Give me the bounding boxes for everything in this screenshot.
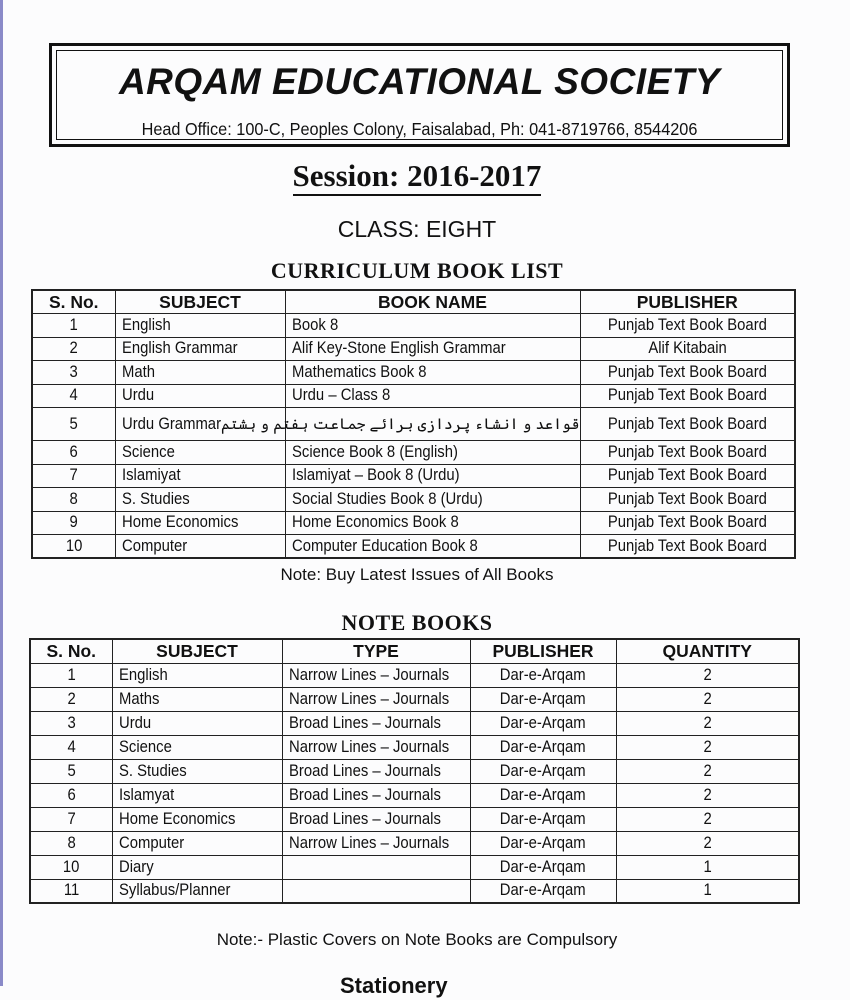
cell-book-name: Home Economics Book 8 [285,511,580,535]
cell-sno: 10 [30,855,112,879]
cell-sno: 9 [32,511,115,535]
cell-subject: S. Studies [115,488,285,512]
cell-book-name: Social Studies Book 8 (Urdu) [285,488,580,512]
cell-publisher: Punjab Text Book Board [580,408,795,441]
table-row [30,783,799,807]
scan-edge [0,0,3,986]
letterhead-inner-border [56,50,783,140]
stationery-title: Stationery [340,973,448,998]
col-header-publisher: PUBLISHER [470,639,616,663]
cell-publisher: Dar-e-Arqam [470,879,616,903]
cell-quantity: 1 [616,879,799,903]
table-row [32,488,795,512]
notebooks-table [29,638,800,904]
cell-book-name-urdu: قواعد و انشاء پردازی برائے جماعت ہفتم و ہشتم [285,408,580,441]
table-header-row [30,639,799,663]
notebooks-title: NOTE BOOKS [341,610,493,635]
cell-quantity: 2 [616,759,799,783]
cell-type: Narrow Lines – Journals [282,735,470,759]
cell-book-name: Islamiyat – Book 8 (Urdu) [285,464,580,488]
table-row [30,831,799,855]
cell-subject: Urdu [112,711,282,735]
cell-publisher: Dar-e-Arqam [470,711,616,735]
cell-publisher: Punjab Text Book Board [580,488,795,512]
table-header-row [32,290,795,314]
cell-subject: Diary [112,855,282,879]
cell-subject: Islamiyat [115,464,285,488]
cell-sno: 5 [32,408,115,441]
col-header-type: TYPE [282,639,470,663]
cell-sno: 4 [32,384,115,408]
col-header-subject: SUBJECT [112,639,282,663]
cell-book-name: Urdu – Class 8 [285,384,580,408]
cell-subject: Urdu [115,384,285,408]
cell-sno: 8 [30,831,112,855]
cell-sno: 1 [32,314,115,338]
table-row [32,441,795,465]
cell-publisher: Dar-e-Arqam [470,831,616,855]
session-text: Session: 2016-2017 [293,158,542,196]
cell-sno: 1 [30,663,112,687]
cell-book-name: Science Book 8 (English) [285,441,580,465]
table-row [30,759,799,783]
cell-type: Broad Lines – Journals [282,807,470,831]
cell-publisher: Punjab Text Book Board [580,384,795,408]
notebooks-note: Note:- Plastic Covers on Note Books are Compulsory [216,930,618,949]
cell-quantity: 2 [616,807,799,831]
table-row [32,361,795,385]
cell-sno: 5 [30,759,112,783]
cell-publisher: Dar-e-Arqam [470,783,616,807]
col-header-publisher: PUBLISHER [580,290,795,314]
cell-subject: Computer [115,535,285,559]
cell-subject: English [112,663,282,687]
cell-type: Narrow Lines – Journals [282,663,470,687]
cell-publisher: Punjab Text Book Board [580,464,795,488]
cell-sno: 8 [32,488,115,512]
col-header-book-name: BOOK NAME [285,290,580,314]
cell-quantity: 2 [616,831,799,855]
cell-publisher: Dar-e-Arqam [470,807,616,831]
cell-type: Broad Lines – Journals [282,711,470,735]
cell-book-name: Mathematics Book 8 [285,361,580,385]
cell-publisher: Punjab Text Book Board [580,441,795,465]
table-row [32,314,795,338]
col-header-quantity: QUANTITY [616,639,799,663]
cell-quantity: 2 [616,711,799,735]
cell-publisher: Dar-e-Arqam [470,735,616,759]
table-row [32,337,795,361]
table-row [30,711,799,735]
cell-quantity: 2 [616,663,799,687]
cell-sno: 2 [32,337,115,361]
col-header-subject: SUBJECT [115,290,285,314]
cell-publisher: Punjab Text Book Board [580,314,795,338]
cell-subject: Science [115,441,285,465]
cell-publisher: Dar-e-Arqam [470,855,616,879]
cell-subject: English [115,314,285,338]
curriculum-note: Note: Buy Latest Issues of All Books [280,565,554,584]
table-row [32,511,795,535]
cell-type [282,879,470,903]
col-header-sno: S. No. [32,290,115,314]
cell-subject: Islamyat [112,783,282,807]
cell-book-name: Book 8 [285,314,580,338]
cell-book-name: Alif Key-Stone English Grammar [285,337,580,361]
cell-sno: 11 [30,879,112,903]
cell-subject: S. Studies [112,759,282,783]
table-row [30,855,799,879]
table-row [32,384,795,408]
cell-subject: Syllabus/Planner [112,879,282,903]
cell-type: Narrow Lines – Journals [282,831,470,855]
table-row [30,879,799,903]
table-row [32,408,795,441]
table-row [32,535,795,559]
organization-address: Head Office: 100-C, Peoples Colony, Faisalabad, Ph: 041-8719766, 8544206 [141,119,698,139]
table-row [30,735,799,759]
cell-sno: 6 [30,783,112,807]
cell-publisher: Dar-e-Arqam [470,663,616,687]
table-row [30,807,799,831]
cell-subject: Computer [112,831,282,855]
cell-publisher: Dar-e-Arqam [470,759,616,783]
cell-sno: 2 [30,687,112,711]
cell-type: Broad Lines – Journals [282,783,470,807]
cell-type [282,855,470,879]
cell-sno: 7 [30,807,112,831]
cell-sno: 6 [32,441,115,465]
cell-book-name: Computer Education Book 8 [285,535,580,559]
table-row [30,663,799,687]
cell-publisher: Punjab Text Book Board [580,511,795,535]
session-heading [0,158,834,194]
cell-quantity: 1 [616,855,799,879]
col-header-sno: S. No. [30,639,112,663]
curriculum-book-table [31,289,796,559]
cell-sno: 10 [32,535,115,559]
cell-subject: English Grammar [115,337,285,361]
cell-subject: Maths [112,687,282,711]
cell-subject: Home Economics [112,807,282,831]
class-heading: CLASS: EIGHT [337,216,497,242]
table-row [30,687,799,711]
cell-subject: Science [112,735,282,759]
cell-quantity: 2 [616,687,799,711]
cell-type: Broad Lines – Journals [282,759,470,783]
letterhead-box [49,43,790,147]
cell-publisher: Punjab Text Book Board [580,361,795,385]
cell-subject: Home Economics [115,511,285,535]
cell-type: Narrow Lines – Journals [282,687,470,711]
cell-publisher: Alif Kitabain [580,337,795,361]
cell-sno: 3 [32,361,115,385]
table-row [32,464,795,488]
cell-quantity: 2 [616,783,799,807]
cell-subject: Urdu Grammar [115,408,285,441]
cell-publisher: Dar-e-Arqam [470,687,616,711]
organization-title: ARQAM EDUCATIONAL SOCIETY [118,61,721,102]
cell-sno: 7 [32,464,115,488]
cell-sno: 4 [30,735,112,759]
cell-quantity: 2 [616,735,799,759]
cell-subject: Math [115,361,285,385]
cell-publisher: Punjab Text Book Board [580,535,795,559]
cell-sno: 3 [30,711,112,735]
curriculum-title: CURRICULUM BOOK LIST [270,258,564,283]
